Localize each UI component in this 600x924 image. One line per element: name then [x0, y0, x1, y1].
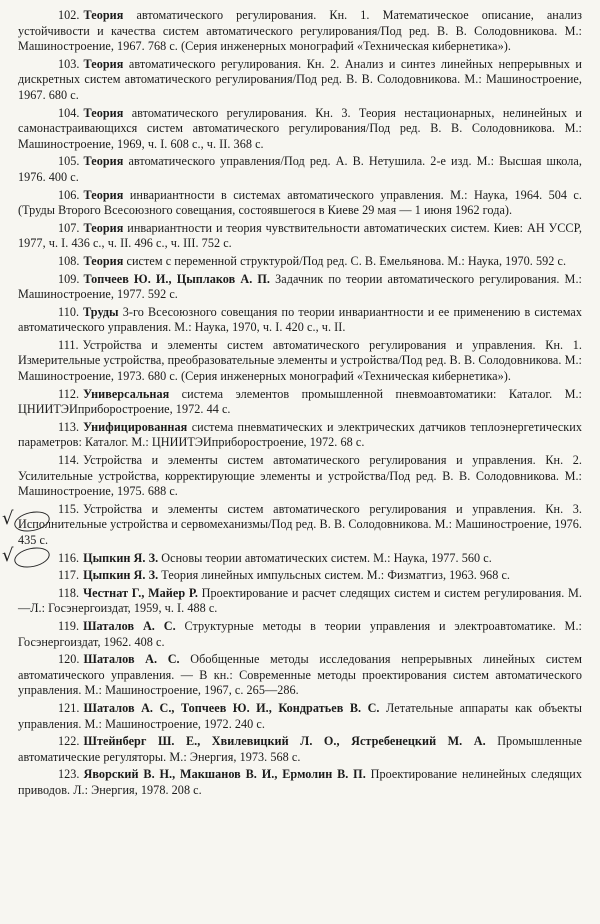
- reference-entry: [18, 453, 582, 500]
- entry-author: Топчеев Ю. И., Цыплаков А. П.: [83, 271, 271, 286]
- entry-text: автоматического регулирования. Кн. 2. Анализ и синтез линейных непрерывных и дискретных систем автоматического регулирования/Под ред. В. В. Солодовникова. М.: Машиностроение, 1967. 680 с.: [18, 56, 582, 102]
- handwritten-check-mark: √: [2, 508, 14, 529]
- entry-text: систем с переменной структурой/Под ред. С. В. Емельянова. М.: Наука, 1970. 592 с.: [126, 253, 567, 268]
- entry-text: автоматического регулирования. Кн. 3. Теория нестационарных, нелинейных и самонастраивающихся систем автоматического регулирования/Под ред. В. В. Солодовникова. М.: Машиностроение, 1969, ч. I. 608 с., ч. II. 368 с.: [18, 105, 582, 151]
- reference-entry: [18, 154, 582, 185]
- entry-number: 121.: [58, 700, 80, 715]
- entry-text: инвариантности в системах автоматического управления. М.: Наука, 1964. 504 с. (Труды Второго Всесоюзного совещания, состоявшегося в Киеве 29 мая — 1 июня 1962 года).: [18, 187, 582, 218]
- entry-text: Летательные аппараты как объекты управления. М.: Машиностроение, 1972. 240 с.: [18, 700, 582, 731]
- reference-entry: [18, 551, 582, 567]
- entry-number: 123.: [58, 767, 80, 782]
- entry-text: система пневматических и электрических датчиков теплоэнергетических параметров: Каталог. М.: ЦНИИТЭИприборостроение, 1972. 68 с.: [18, 419, 582, 450]
- entry-text: Устройства и элементы систем автоматического регулирования и управления. Кн. 2. Усилительные устройства, корректирующие элементы и устройства/Под ред. В. В. Солодовникова. М.: Машиностроение, 1975. 688 с.: [18, 453, 582, 499]
- entry-number: 111.: [58, 337, 79, 352]
- entry-author: Шаталов А. С., Топчеев Ю. И., Кондратьев В. С.: [83, 700, 380, 715]
- entry-number: 118.: [58, 585, 80, 600]
- entry-text: Задачник по теории автоматического регулирования. М.: Машиностроение, 1977. 592 с.: [18, 271, 582, 302]
- entry-author: Теория: [83, 8, 124, 22]
- reference-entry: [18, 734, 582, 765]
- entry-author: Теория: [83, 105, 124, 120]
- reference-entry: [18, 106, 582, 153]
- entry-number: 106.: [58, 187, 80, 202]
- entry-text: автоматического регулирования. Кн. 1. Математическое описание, анализ устойчивости и качества систем автоматического регулирования/Под ред. В. В. Солодовникова. М.: Машиностроение, 1967. 768 с. (Серия инженерных монографий «Техническая кибернетика»).: [18, 8, 582, 54]
- reference-entry: [18, 387, 582, 418]
- reference-entry: [18, 338, 582, 385]
- entry-author: Теория: [83, 187, 124, 202]
- reference-list: [18, 8, 582, 799]
- entry-text: Обобщенные методы исследования непрерывных линейных систем автоматического управления. — В кн.: Современные методы проектирования систем автоматического управления. М.: Машиностроение, 1967, с. 265—286.: [18, 652, 582, 698]
- entry-number: 110.: [58, 304, 80, 319]
- reference-entry: [18, 652, 582, 699]
- reference-entry: [18, 272, 582, 303]
- entry-text: система элементов промышленной пневмоавтоматики: Каталог. М.: ЦНИИТЭИприборостроение, 1972. 44 с.: [18, 386, 582, 417]
- entry-author: Теория: [83, 154, 124, 169]
- entry-author: Яворский В. Н., Макшанов В. И., Ермолин В. П.: [83, 767, 366, 782]
- entry-author: Честнат Г., Майер Р.: [83, 585, 198, 600]
- entry-number: 108.: [58, 253, 80, 268]
- entry-author: Универсальная: [83, 386, 170, 401]
- reference-entry: [18, 767, 582, 798]
- entry-number: 112.: [58, 386, 80, 401]
- entry-number: 107.: [58, 220, 80, 235]
- entry-author: Теория: [83, 56, 124, 71]
- entry-number: 114.: [58, 453, 80, 468]
- entry-text: инвариантности и теория чувствительности автоматических систем. Киев: АН УССР, 1977, ч. I. 436 с., ч. II. 496 с., ч. III. 752 с.: [18, 220, 582, 251]
- entry-number: 119.: [58, 618, 80, 633]
- reference-entry: [18, 502, 582, 549]
- reference-entry: [18, 305, 582, 336]
- entry-number: 115.: [58, 501, 80, 516]
- entry-text: Устройства и элементы систем автоматического регулирования и управления. Кн. 1. Измерительные устройства, преобразовательные элементы и устройства/Под ред. В. В. Солодовникова. М.: Машиностроение, 1973. 680 с. (Серия инженерных монографий «Техническая кибернетика»).: [18, 337, 582, 384]
- entry-number: 109.: [58, 271, 80, 286]
- entry-number: 113.: [58, 419, 80, 434]
- reference-entry: [18, 586, 582, 617]
- entry-text: Промышленные автоматические регуляторы. М.: Энергия, 1973. 568 с.: [18, 734, 582, 764]
- reference-entry: [18, 568, 582, 584]
- reference-entry: [18, 8, 582, 55]
- entry-number: 122.: [58, 734, 80, 749]
- reference-entry: [18, 619, 582, 650]
- entry-number: 117.: [58, 568, 80, 583]
- entry-text: Проектирование и расчет следящих систем и систем регулирования. М.—Л.: Госэнергоиздат, 1959, ч. I. 488 с.: [18, 585, 582, 616]
- entry-author: Штейнберг Ш. Е., Хвилевицкий Л. О., Ястребенецкий М. А.: [83, 734, 486, 749]
- entry-author: Цыпкин Я. З.: [83, 568, 159, 583]
- entry-author: Теория: [83, 220, 124, 235]
- entry-author: Шаталов А. С.: [83, 618, 176, 633]
- reference-entry: [18, 254, 582, 270]
- entry-author: Теория: [83, 253, 124, 268]
- reference-entry: [18, 188, 582, 219]
- entry-number: 105.: [58, 154, 80, 169]
- entry-text: Проектирование нелинейных следящих приводов. Л.: Энергия, 1978. 208 с.: [18, 767, 583, 797]
- entry-text: Основы теории автоматических систем. М.: Наука, 1977. 560 с.: [161, 550, 492, 565]
- entry-author: Унифицированная: [83, 419, 188, 434]
- reference-entry: [18, 57, 582, 104]
- entry-text: Теория линейных импульсных систем. М.: Физматгиз, 1963. 968 с.: [161, 568, 510, 583]
- handwritten-check-mark: √: [2, 545, 14, 566]
- entry-number: 102.: [58, 8, 80, 22]
- reference-entry: [18, 221, 582, 252]
- entry-text: автоматического управления/Под ред. А. В. Нетушила. 2-е изд. М.: Высшая школа, 1976. 400 с.: [18, 154, 582, 184]
- reference-entry: [18, 701, 582, 732]
- entry-number: 116.: [58, 550, 80, 565]
- entry-author: Шаталов А. С.: [83, 652, 180, 667]
- entry-number: 104.: [58, 105, 80, 120]
- reference-entry: [18, 420, 582, 451]
- entry-number: 120.: [58, 652, 80, 667]
- entry-author: Труды: [83, 304, 119, 319]
- entry-author: Цыпкин Я. З.: [83, 550, 159, 565]
- entry-text: Устройства и элементы систем автоматического регулирования и управления. Кн. 3. Исполнительные устройства и сервомеханизмы/Под ред. В. В. Солодовникова. М.: Машиностроение, 1976. 435 с.: [18, 501, 582, 547]
- entry-text: Структурные методы в теории управления и электроавтоматике. М.: Госэнергоиздат, 1962. 408 с.: [18, 618, 582, 649]
- entry-number: 103.: [58, 56, 80, 71]
- entry-text: 3-го Всесоюзного совещания по теории инвариантности и ее применению в системах автоматического управления. М.: Наука, 1970, ч. I. 420 с., ч. II.: [18, 304, 582, 335]
